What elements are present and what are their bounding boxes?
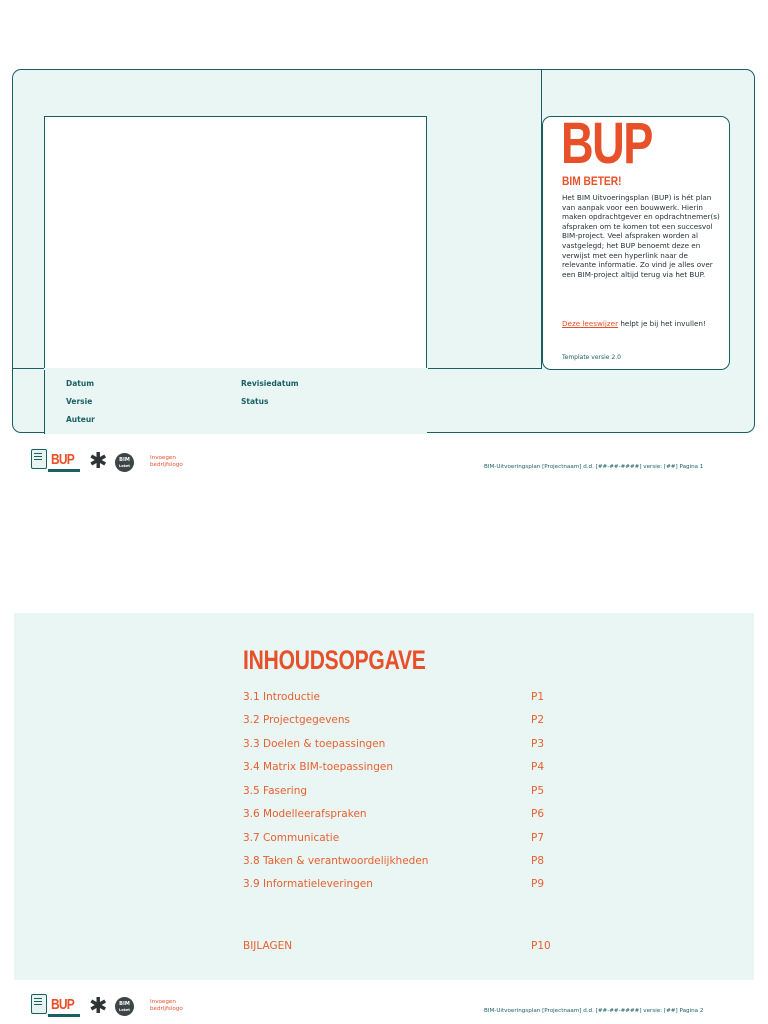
bup-logo	[31, 993, 81, 1019]
bup-subtitle: BIM BETER!	[562, 174, 622, 188]
asterisk-icon: ✱	[89, 449, 108, 474]
bim-loket-icon: BIM Loket	[115, 453, 134, 472]
toc-item[interactable]: 3.2 Projectgegevens	[243, 714, 351, 726]
guide-link[interactable]: Deze leeswijzer	[562, 319, 619, 328]
meta-status: Status	[241, 397, 269, 406]
toc-item[interactable]: 3.7 Communicatie	[243, 832, 340, 844]
footer-page-2: BIM-Uitvoeringsplan [Projectnaam] d.d. [##-##-####] versie: [##] Pagina 2	[484, 1008, 704, 1014]
toc-item[interactable]: 3.8 Taken & verantwoordelijkheden	[243, 855, 429, 867]
toc-item[interactable]: 3.6 Modelleerafspraken	[243, 808, 367, 820]
toc-item[interactable]: 3.1 Introductie	[243, 691, 321, 703]
template-version: Template versie 2.0	[562, 354, 621, 361]
toc-item[interactable]: 3.5 Fasering	[243, 785, 308, 797]
meta-versie: Versie	[66, 397, 93, 406]
toc-page-number: P9	[531, 878, 545, 890]
toc-appendix-page: P10	[531, 940, 551, 952]
toc-page-number: P3	[531, 738, 545, 750]
footer-page-1: BIM-Uitvoeringsplan [Projectnaam] d.d. [##-##-####] versie: [##] Pagina 1	[484, 464, 704, 470]
bup-guide	[562, 319, 722, 329]
insert-company-logo[interactable]: Invoegen bedrijfslogo	[150, 999, 183, 1012]
bim-loket-icon: BIM Loket	[115, 997, 134, 1016]
toc-page-number: P1	[531, 691, 545, 703]
bup-logo-text: BUP	[51, 451, 74, 468]
toc-page-number: P2	[531, 714, 545, 726]
meta-revisiedatum: Revisiedatum	[241, 379, 299, 388]
meta-datum: Datum	[66, 379, 95, 388]
guide-text: helpt je bij het invullen!	[618, 319, 706, 328]
cover-meta-area	[44, 369, 427, 434]
bup-title: BUP	[561, 111, 652, 176]
toc-item[interactable]: 3.3 Doelen & toepassingen	[243, 738, 386, 750]
toc-page-number: P5	[531, 785, 545, 797]
toc-item[interactable]: 3.9 Informatieleveringen	[243, 878, 373, 890]
bup-logo	[31, 448, 81, 474]
meta-auteur: Auteur	[66, 415, 95, 424]
toc-appendix[interactable]: BIJLAGEN	[243, 940, 293, 952]
toc-heading: INHOUDSOPGAVE	[243, 645, 426, 675]
toc-page-number: P6	[531, 808, 545, 820]
bup-description: Het BIM Uitvoeringsplan (BUP) is hét plan van aanpak voor een bouwwerk. Hierin maken opdrachtgever en opdrachtnemer(s) afspraken om te komen tot een succesvol BIM-project. Veel afspraken worden al vastgelegd; het BUP benoemt deze en verwijst met een hyperlink naar de relevante informatie. Zo vind je alles over een BIM-project altijd terug via het BUP.	[562, 193, 720, 279]
toc-page-number: P8	[531, 855, 545, 867]
toc-page-number: P7	[531, 832, 545, 844]
insert-company-logo[interactable]: Invoegen bedrijfslogo	[150, 455, 183, 468]
toc-page-number: P4	[531, 761, 545, 773]
asterisk-icon: ✱	[89, 994, 108, 1019]
bup-logo-text: BUP	[51, 996, 74, 1013]
toc-item[interactable]: 3.4 Matrix BIM-toepassingen	[243, 761, 393, 773]
